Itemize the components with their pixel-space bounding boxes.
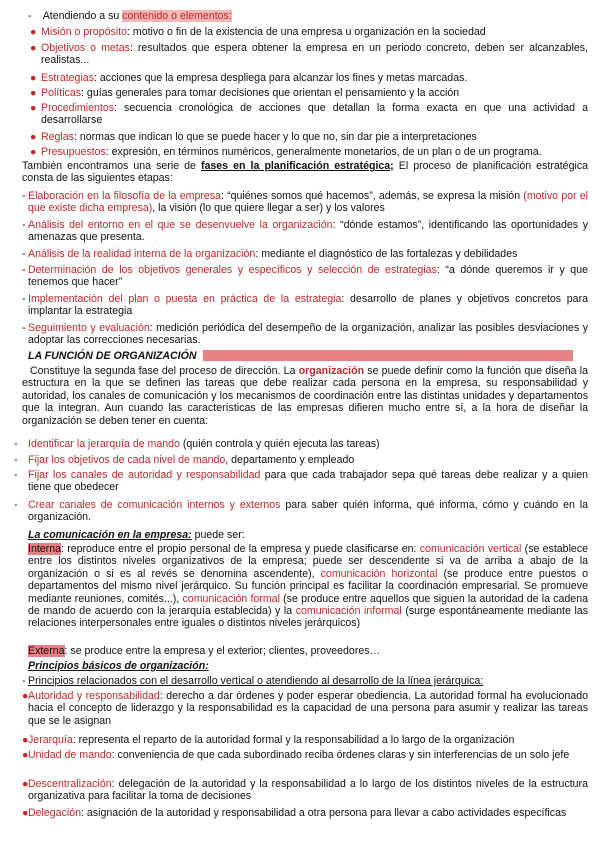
list-item <box>41 72 588 84</box>
para-text: se puede definir como la función que diseña la estructura en la que se definen las tareas que debe realizar cada persona en la empresa, su responsabilidad y autoridad, los canales de comunicación y los mecanismos de coordinación entre las distintas unidades y departamentos que la integran. Aun cuando las características de las empresas difieren mucho entre sí, a la hora de diseñar la organización se deben tener en cuenta: <box>22 365 588 427</box>
comunicacion-heading <box>28 529 245 541</box>
principio-item <box>28 807 588 819</box>
fase-text: : “dónde estamos”, identificando las oportunidades y amenazas que presenta. <box>28 219 588 244</box>
item-text: : secuencia cronológica de acciones que detallan la forma exacta en que una actividad a desarrollarse <box>41 102 588 127</box>
fase-term: Elaboración en la filosofía de la empresa <box>28 190 221 202</box>
principio-item <box>28 690 588 727</box>
item-term: Jerarquía <box>28 734 73 746</box>
item-text: : delegación de la autoridad y la responsabilidad a lo largo de los distintos niveles de la estructura organizativa para facilitar la toma de decisiones <box>28 778 588 803</box>
bullet-icon: ● <box>22 749 29 761</box>
principio-item <box>28 778 588 803</box>
item-term: Misión o propósito <box>41 26 127 38</box>
fase-item <box>28 248 588 260</box>
comunicacion-externa <box>28 645 588 657</box>
item-text: : normas que indican lo que se puede hacer y lo que no, sin dar pie a interpretaciones <box>73 131 477 143</box>
para-term: comunicación formal <box>182 592 280 605</box>
para-text: Constituye la segunda fase del proceso de dirección. La <box>30 365 299 377</box>
item-text: para saber quién informa, qué informa, cómo y cuándo en la organización. <box>28 499 588 524</box>
fase-item <box>28 322 588 347</box>
intro-highlight: contenido o elementos: <box>122 10 232 22</box>
item-text: : representa el reparto de la autoridad formal y la responsabilidad a lo largo de la organización <box>72 734 515 746</box>
fases-intro-bold: fases en la planificación estratégica; <box>200 160 394 172</box>
item-term: Procedimientos <box>41 102 115 114</box>
dash-marker: - <box>28 10 32 22</box>
item-text: : guías generales para tomar decisiones que orientan el pensamiento y la acción <box>81 87 460 99</box>
dash-marker: - <box>14 454 18 466</box>
dash-marker: - <box>22 264 26 276</box>
externa-label: Externa <box>28 645 65 657</box>
fase-item <box>28 264 588 289</box>
fase-item <box>28 293 588 318</box>
para-text: : se produce entre la empresa y el exterior; clientes, proveedores… <box>64 645 381 657</box>
fase-term: Determinación de los objetivos generales y específicos y selección de estrategias <box>28 264 437 276</box>
list-item <box>41 26 588 38</box>
principios-heading <box>28 660 209 672</box>
fase-tail: , la visión (lo que quiere llegar a ser) y los valores <box>152 202 385 215</box>
para-text: (se produce entre aquellos que siguen la autoridad de la cadena de mando de acuerdo con la jerarquía establecida) y la <box>28 592 588 618</box>
fase-extra: (motivo por el que existe dicha empresa) <box>28 190 588 215</box>
fase-term: Análisis de la realidad interna de la organización <box>28 248 256 260</box>
para-text: (se produce entre puestos o departamentos del mismo nivel jerárquico. Su función principal es facilitar la coordinación empresarial. Se promueve mediante reuniones, comités...), <box>28 567 588 605</box>
organizacion-item <box>28 438 588 450</box>
item-text: (quién controla y quién ejecuta las tareas) <box>179 438 380 450</box>
bullet-icon: ● <box>22 807 29 819</box>
section-heading <box>28 350 573 362</box>
dash-marker: - <box>14 469 18 481</box>
bullet-icon: ● <box>30 146 37 158</box>
heading-bar <box>203 350 573 361</box>
item-term: Objetivos o metas <box>41 42 130 54</box>
item-text: , departamento y empleado <box>225 454 355 466</box>
dash-marker: - <box>22 248 26 260</box>
bullet-icon: ● <box>30 131 37 143</box>
item-text: : resultados que espera obtener la empresa en un periodo concreto, deben ser alcanzables, realistas... <box>41 42 588 67</box>
list-item <box>41 87 588 99</box>
dash-marker: - <box>22 322 26 334</box>
organizacion-item <box>28 454 588 466</box>
fases-intro <box>22 160 588 185</box>
principio-item <box>28 734 588 746</box>
fase-text: : desarrollo de planes y objetivos concretos para implantar la estrategia <box>28 293 588 318</box>
intro-line <box>28 10 232 22</box>
para-term: comunicación informal <box>295 605 402 618</box>
fase-term: Análisis del entorno en el que se desenvuelve la organización <box>28 219 333 231</box>
organizacion-item <box>28 499 588 524</box>
bullet-icon: ● <box>22 778 29 790</box>
fase-term: Implementación del plan o puesta en práctica de la estrategia <box>28 293 342 305</box>
fase-item <box>28 219 588 244</box>
bullet-icon: ● <box>30 26 37 38</box>
para-text: (surge espontáneamente mediante las relaciones interpersonales entre iguales o distintos niveles jerárquicos) <box>28 605 588 630</box>
organizacion-paragraph <box>22 365 588 427</box>
item-term: Presupuestos <box>41 146 106 158</box>
fase-text: : “quiénes somos qué hacemos”, además, se expresa la misión <box>220 190 524 202</box>
bullet-icon: ● <box>30 102 37 114</box>
item-term: Delegación <box>28 807 82 819</box>
para-term: comunicación vertical <box>419 543 522 555</box>
para-text: : reproduce entre el propio personal de la empresa y puede clasificarse en: <box>60 543 420 555</box>
list-item <box>41 42 588 67</box>
item-term: Reglas <box>41 131 74 143</box>
item-term: Fijar los canales de autoridad y responsabilidad <box>28 469 261 481</box>
intro-text: Atendiendo a su <box>42 10 123 22</box>
principios-intro <box>28 675 588 687</box>
item-text: : motivo o fin de la existencia de una empresa u organización en la sociedad <box>126 26 486 38</box>
item-term: Identificar la jerarquía de mando <box>28 438 180 450</box>
list-item <box>41 146 588 158</box>
organizacion-item <box>28 469 588 494</box>
fase-item <box>28 190 588 215</box>
dash-marker: - <box>22 675 26 687</box>
bullet-icon: ● <box>30 72 37 84</box>
dash-marker: - <box>22 190 26 202</box>
item-term: Estrategias <box>41 72 94 84</box>
bullet-icon: ● <box>30 87 37 99</box>
dash-marker: - <box>14 438 18 450</box>
fase-term: Seguimiento y evaluación <box>28 322 150 334</box>
principio-item <box>28 749 588 761</box>
list-item <box>41 131 588 143</box>
bullet-icon: ● <box>22 690 29 702</box>
interna-label: Interna <box>28 543 61 555</box>
item-text: : acciones que la empresa despliega para alcanzar los fines y metas marcadas. <box>94 72 468 84</box>
fase-text: : medición periódica del desempeño de la organización, analizar las posibles desviaciones y adoptar las correcciones necesarias. <box>28 322 588 347</box>
fases-intro-post: El proceso de planificación estratégica consta de las siguientes etapas: <box>22 160 589 185</box>
fase-text: : “a dónde queremos ir y que tenemos que hacer” <box>28 264 588 289</box>
para-text: Principios relacionados con el desarrollo vertical o atendiendo al desarrollo de la línea jerárquica: <box>28 675 484 687</box>
page-title: LA FUNCIÓN DE ORGANIZACIÓN <box>28 350 197 362</box>
subheading: Principios básicos de organización: <box>28 660 209 672</box>
bullet-icon: ● <box>30 42 37 54</box>
fases-intro-pre: También encontramos una serie de <box>22 160 201 172</box>
item-text: : derecho a dar órdenes y poder esperar obediencia. La autoridad formal ha evolucionado hacia el concepto de liderazgo y la responsabilidad es la capacidad de una persona para asumir y realizar las tareas que se le asignan <box>28 690 588 727</box>
para-text: (se establece entre los distintos niveles organizativos de la empresa; puede ser descendente si va de arriba a abajo de la organización o si es al revés se denomina ascendente), <box>28 543 589 580</box>
comunicacion-interna <box>28 543 588 630</box>
para-term: comunicación horizontal <box>320 567 438 580</box>
item-text: : conveniencia de que cada subordinado reciba órdenes claras y sin interferencias de un solo jefe <box>111 749 570 761</box>
item-text: para que cada trabajador sepa qué tareas debe realizar y a quien tiene que obedecer <box>28 469 589 494</box>
item-term: Crear canales de comunicación internos y externos <box>28 499 281 511</box>
item-term: Fijar los objetivos de cada nivel de mando <box>28 454 226 466</box>
list-item <box>41 102 588 127</box>
item-term: Unidad de mando <box>28 749 112 761</box>
item-text: : asignación de la autoridad y responsabilidad a otra persona para llevar a cabo actividades específicas <box>81 807 567 819</box>
item-term: Autoridad y responsabilidad <box>28 690 160 702</box>
dash-marker: - <box>22 293 26 305</box>
item-term: Descentralización <box>28 778 112 790</box>
fase-text: : mediante el diagnóstico de las fortalezas y debilidades <box>255 248 518 260</box>
subheading: La comunicación en la empresa: <box>28 529 192 541</box>
item-term: Políticas <box>41 87 82 99</box>
dash-marker: - <box>22 219 26 231</box>
subheading-tail: puede ser: <box>191 529 245 541</box>
bullet-icon: ● <box>22 734 29 746</box>
para-term: organización <box>298 365 365 377</box>
item-text: : expresión, en términos numéricos, generalmente monetarios, de un plan o de un programa. <box>105 146 542 158</box>
dash-marker: - <box>14 499 18 511</box>
